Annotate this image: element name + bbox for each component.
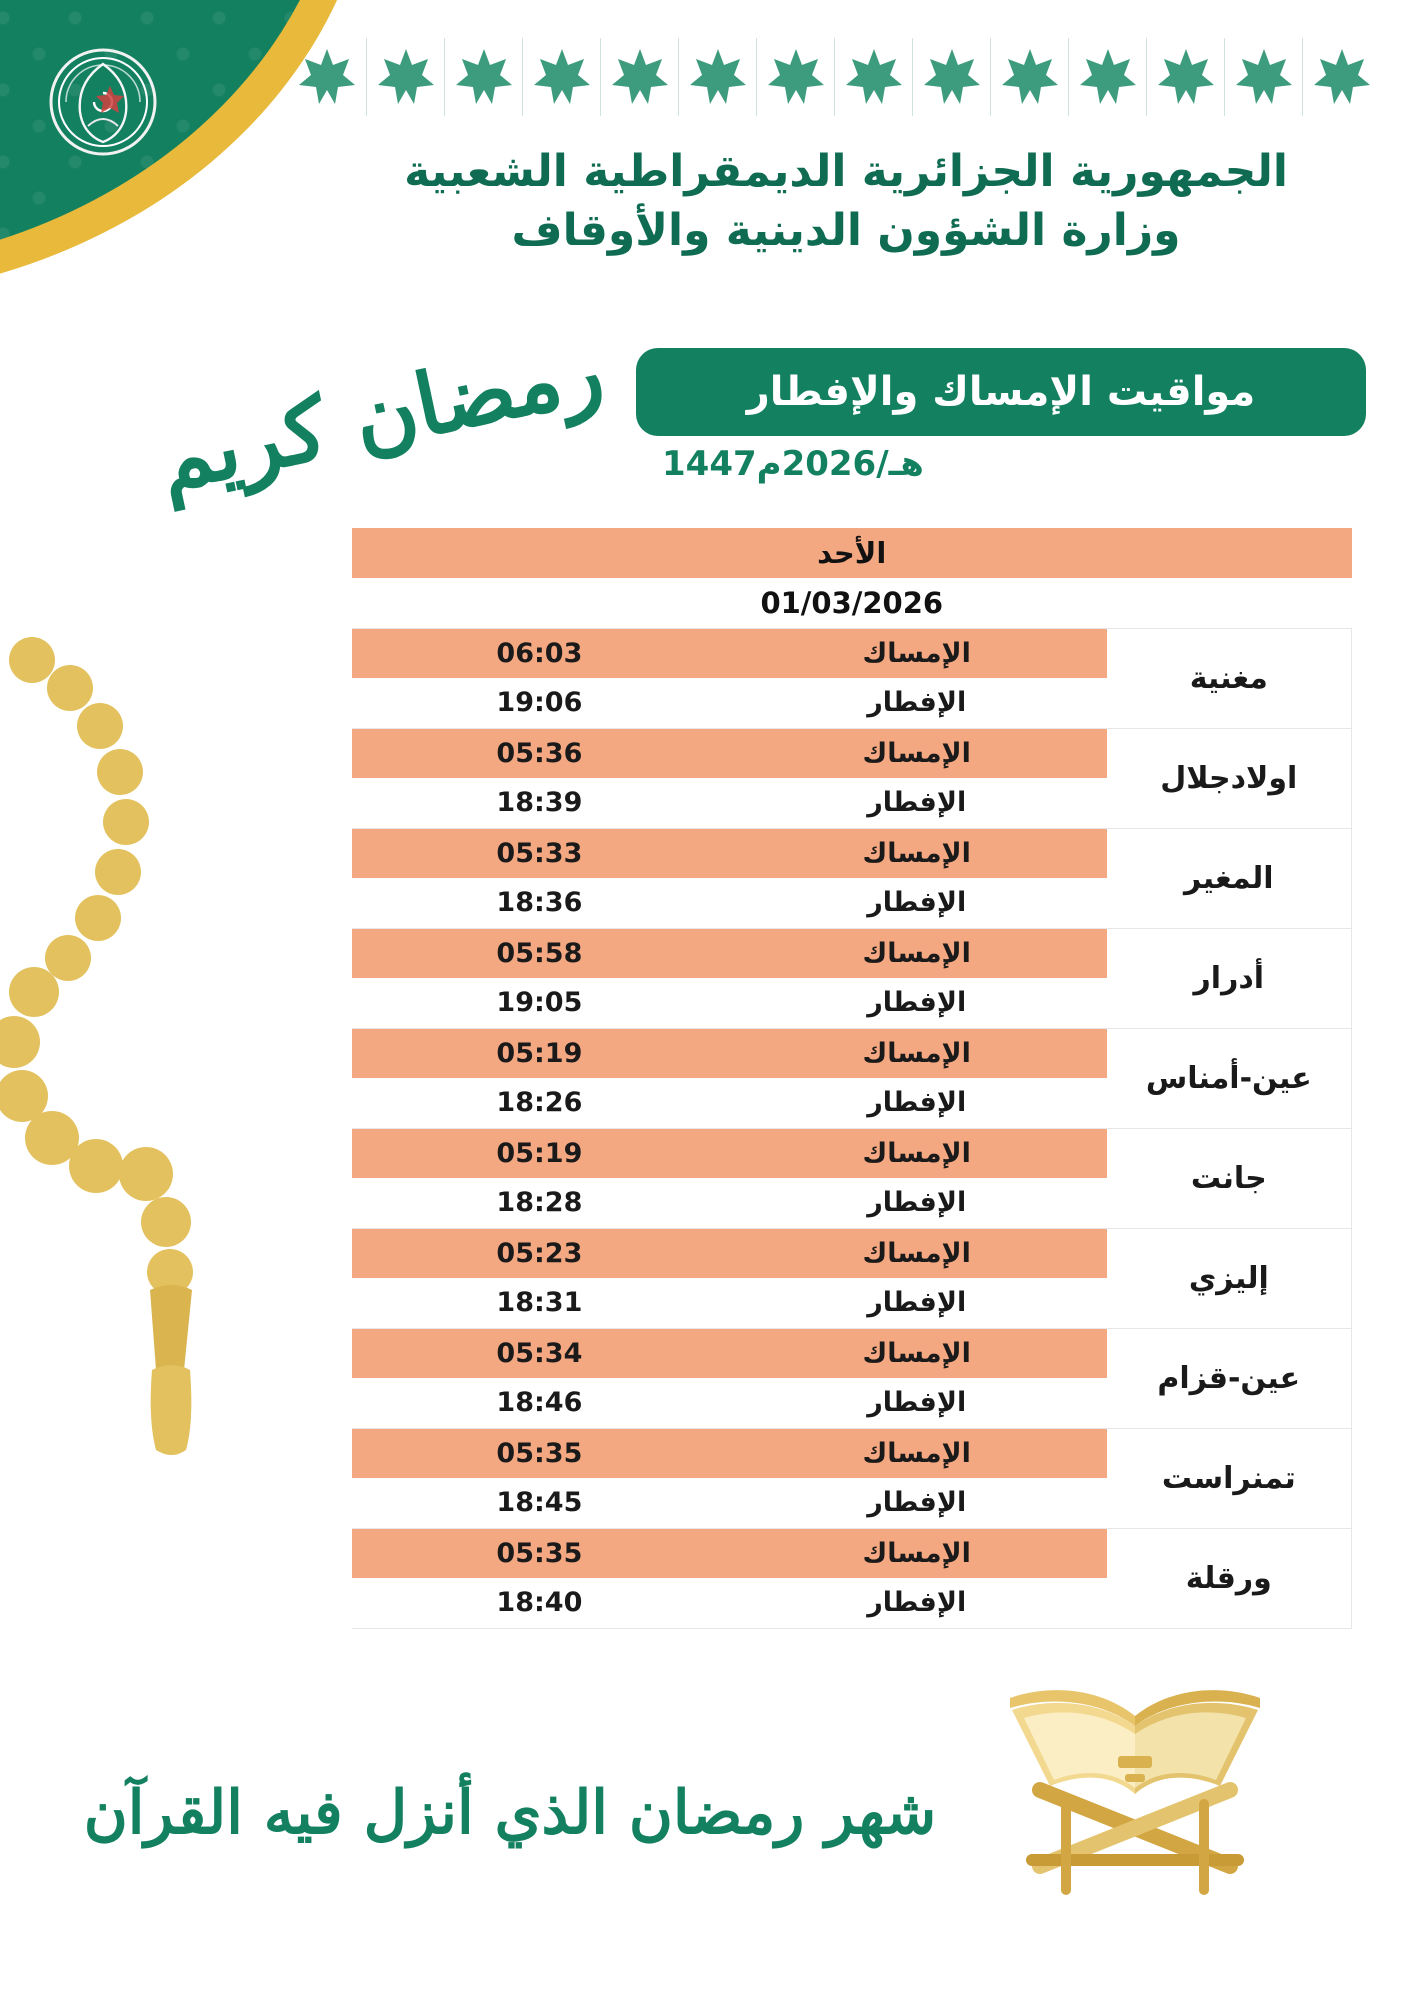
table-row: [352, 828, 1352, 878]
quran-verse-calligraphy: شهر رمضان الذي أنزل فيه القرآن: [83, 1778, 937, 1848]
city-name: إليزي: [1107, 1228, 1352, 1328]
imsak-time: 06:03: [352, 628, 727, 678]
city-name: جانت: [1107, 1128, 1352, 1228]
imsak-label: الإمساك: [727, 1228, 1107, 1278]
title-line-1: الجمهورية الجزائرية الديمقراطية الشعبية: [404, 146, 1288, 197]
timings-year-label: 1447هـ/2026م: [662, 444, 924, 484]
iftar-time: 18:46: [352, 1378, 727, 1428]
imsak-time: 05:33: [352, 828, 727, 878]
iftar-time: 18:36: [352, 878, 727, 928]
table-row: [352, 1228, 1352, 1278]
star-icon: [600, 38, 678, 116]
star-icon: [990, 38, 1068, 116]
city-name: المغير: [1107, 828, 1352, 928]
star-icon: [678, 38, 756, 116]
page-title: [316, 142, 1376, 261]
prayer-beads-illustration: [0, 630, 270, 1470]
table-row: [352, 1428, 1352, 1478]
iftar-label: الإفطار: [727, 1278, 1107, 1328]
city-name: عين-أمناس: [1107, 1028, 1352, 1128]
iftar-label: الإفطار: [727, 1478, 1107, 1528]
iftar-label: الإفطار: [727, 878, 1107, 928]
star-pattern-band: [280, 38, 1380, 116]
iftar-time: 18:39: [352, 778, 727, 828]
imsak-label: الإمساك: [727, 1328, 1107, 1378]
prayer-times-table-wrapper: [352, 528, 1352, 1629]
city-name: تمنراست: [1107, 1428, 1352, 1528]
iftar-time: 19:05: [352, 978, 727, 1028]
imsak-time: 05:19: [352, 1028, 727, 1078]
table-row: [352, 1128, 1352, 1178]
star-icon: [912, 38, 990, 116]
city-name: عين-قزام: [1107, 1328, 1352, 1428]
iftar-time: 18:28: [352, 1178, 727, 1228]
imsak-label: الإمساك: [727, 928, 1107, 978]
iftar-label: الإفطار: [727, 778, 1107, 828]
imsak-time: 05:35: [352, 1428, 727, 1478]
table-day-header-row: [352, 528, 1352, 578]
iftar-time: 18:26: [352, 1078, 727, 1128]
table-row: [352, 1028, 1352, 1078]
iftar-label: الإفطار: [727, 1578, 1107, 1628]
star-icon: [834, 38, 912, 116]
imsak-label: الإمساك: [727, 728, 1107, 778]
star-icon: [366, 38, 444, 116]
imsak-label: الإمساك: [727, 828, 1107, 878]
city-name: اولادجلال: [1107, 728, 1352, 828]
table-row: [352, 928, 1352, 978]
star-icon: [756, 38, 834, 116]
imsak-time: 05:36: [352, 728, 727, 778]
imsak-label: الإمساك: [727, 1028, 1107, 1078]
title-line-2: وزارة الشؤون الدينية والأوقاف: [511, 205, 1181, 257]
imsak-time: 05:58: [352, 928, 727, 978]
imsak-time: 05:34: [352, 1328, 727, 1378]
iftar-time: 18:40: [352, 1578, 727, 1628]
imsak-label: الإمساك: [727, 1428, 1107, 1478]
star-icon: [444, 38, 522, 116]
city-name: أدرار: [1107, 928, 1352, 1028]
day-label: الأحد: [352, 528, 1352, 578]
iftar-label: الإفطار: [727, 1378, 1107, 1428]
table-row: [352, 728, 1352, 778]
table-date-row: [352, 578, 1352, 628]
city-name: ورقلة: [1107, 1528, 1352, 1628]
prayer-times-table: [352, 528, 1352, 1629]
ministry-emblem-icon: [38, 42, 168, 162]
quran-on-stand-illustration: [980, 1660, 1290, 1910]
iftar-label: الإفطار: [727, 978, 1107, 1028]
imsak-label: الإمساك: [727, 1528, 1107, 1578]
imsak-label: الإمساك: [727, 1128, 1107, 1178]
star-icon: [1224, 38, 1302, 116]
iftar-time: 18:31: [352, 1278, 727, 1328]
city-name: مغنية: [1107, 628, 1352, 728]
table-row: [352, 1528, 1352, 1578]
star-icon: [1302, 38, 1380, 116]
iftar-label: الإفطار: [727, 1078, 1107, 1128]
ramadan-greeting-calligraphy: رمضان كريم: [148, 318, 612, 512]
table-row: [352, 1328, 1352, 1378]
imsak-label: الإمساك: [727, 628, 1107, 678]
date-label: 01/03/2026: [352, 578, 1352, 628]
star-icon: [1146, 38, 1224, 116]
iftar-label: الإفطار: [727, 678, 1107, 728]
iftar-label: الإفطار: [727, 1178, 1107, 1228]
imsak-time: 05:35: [352, 1528, 727, 1578]
star-icon: [1068, 38, 1146, 116]
table-row: [352, 628, 1352, 678]
imsak-time: 05:23: [352, 1228, 727, 1278]
timings-banner: مواقيت الإمساك والإفطار: [636, 348, 1366, 436]
iftar-time: 19:06: [352, 678, 727, 728]
iftar-time: 18:45: [352, 1478, 727, 1528]
star-icon: [288, 38, 366, 116]
star-icon: [522, 38, 600, 116]
imsak-time: 05:19: [352, 1128, 727, 1178]
